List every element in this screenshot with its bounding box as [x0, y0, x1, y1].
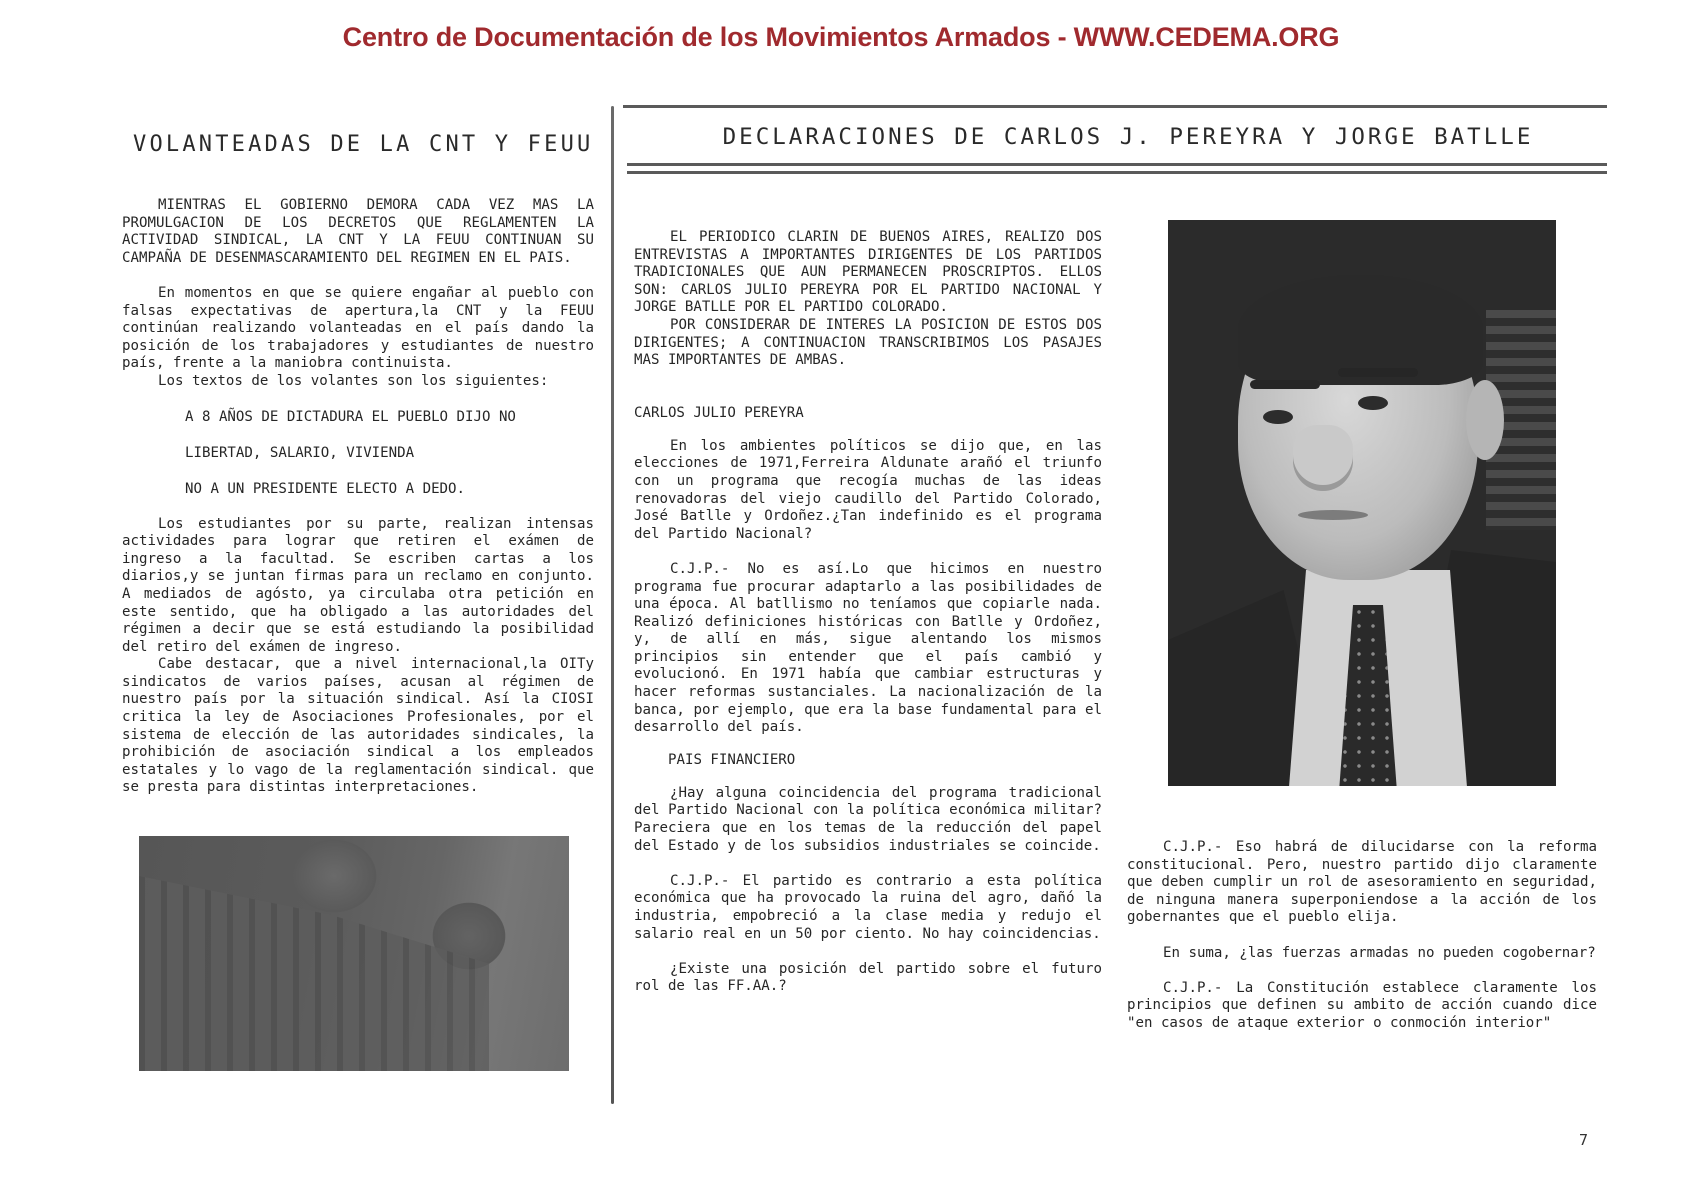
- right-article-title: DECLARACIONES DE CARLOS J. PEREYRA Y JORGE BATLLE: [722, 124, 1534, 150]
- interview-intro-1: EL PERIODICO CLARIN DE BUENOS AIRES, REALIZO DOS ENTREVISTAS A IMPORTANTES DIRIGENTES DE LOS PARTIDOS TRADICIONALES QUE AUN PERMANECEN PROSCRIPTOS. ELLOS SON: CARLOS JULIO PEREYRA POR EL PARTIDO NACIONAL Y JORGE BATLLE POR EL PARTIDO COLORADO.: [634, 229, 1102, 316]
- header-rule-double-1: [627, 163, 1607, 166]
- answer-2: C.J.P.- El partido es contrario a esta política económica que ha provocado la ruina del agro, dañó la industria, empobreció a la clase media y redujo el salario real en un 50 por ciento. No hay coincidencias.: [634, 872, 1102, 942]
- slogan-3: NO A UN PRESIDENTE ELECTO A DEDO.: [185, 480, 466, 497]
- header-rule-double-2: [627, 171, 1607, 174]
- slogan-1: A 8 AÑOS DE DICTADURA EL PUEBLO DIJO NO: [185, 408, 516, 425]
- portrait-eye-left: [1263, 410, 1293, 424]
- left-paragraph-3: Los estudiantes por su parte, realizan intensas actividades para lograr que retiren el exámen de ingreso a la facultad. Se escriben cartas a los diarios,y se juntan firmas para un reclamo en conjunto. A mediados de agósto, ya circulaba otra petición en este sentido, que ha obligado a las autoridades del régimen a decir que se está estudiando la posibilidad del retiro del exámen de ingreso.: [122, 515, 594, 655]
- question-3: ¿Existe una posición del partido sobre el futuro rol de las FF.AA.?: [634, 960, 1102, 995]
- answer-3: C.J.P.- Eso habrá de dilucidarse con la reforma constitucional. Pero, nuestro partido dijo claramente que deben cumplir un rol de asesoramiento en seguridad, de ninguna manera superponiendose a la acción de los gobernantes que el pueblo elija.: [1127, 839, 1597, 926]
- interview-continuation: [1127, 839, 1597, 1033]
- portrait-eye-right: [1358, 396, 1388, 410]
- left-article: [122, 132, 594, 797]
- portrait-brow-left: [1250, 380, 1320, 389]
- portrait-nose: [1293, 425, 1353, 485]
- left-paragraph-4: Cabe destacar, que a nivel internacional,la OITy sindicatos de varios países, acusan al régimen de nuestro país por la situación sindical. Así la CIOSI critica la ley de Asociaciones Profesionales, por el sistema de elección de las autoridades sindicales, la prohibición de asociación sindical a los empleados estatales y lo vago de la reglamentación sindical. que se presta para distintas interpretaciones.: [122, 656, 594, 796]
- slogan-2: LIBERTAD, SALARIO, VIVIENDA: [185, 444, 415, 461]
- answer-4: C.J.P.- La Constitución establece claramente los principios que definen su ambito de acción cuando dice "en casos de ataque exterior o conmoción interior": [1127, 979, 1597, 1031]
- page-number: 7: [1579, 1131, 1589, 1149]
- answer-1: C.J.P.- No es así.Lo que hicimos en nuestro programa fue procurar adaptarlo a las posibilidades de una época. Al batllismo no teníamos que copiarle nada. Realizó definiciones históricas con Batlle y Ordoñez, y, de allí en más, sigue alentando los mismos principios sin entender que el país cambió y evolucionó. En 1971 había que cambiar estructuras y hacer reformas sustanciales. La nacionalización de la banca, por ejemplo, que era la base fundamental para el desarrollo del país.: [634, 560, 1102, 736]
- building-facade: [139, 876, 489, 1071]
- cedema-banner: Centro de Documentación de los Movimientos Armados - WWW.CEDEMA.ORG: [342, 22, 1340, 52]
- portrait-mouth: [1298, 510, 1368, 520]
- question-4: En suma, ¿las fuerzas armadas no pueden cogobernar?: [1163, 944, 1596, 961]
- left-paragraph-1: En momentos en que se quiere engañar al pueblo con falsas expectativas de apertura,la CNT y la FEUU continúan realizando volanteadas en el país dando la posición de los trabajadores y estudiantes de nuestro país, frente a la maniobra continuista.: [122, 284, 594, 372]
- portrait-brow-right: [1338, 368, 1418, 377]
- left-intro: MIENTRAS EL GOBIERNO DEMORA CADA VEZ MAS LA PROMULGACION DE LOS DECRETOS QUE REGLAMENTEN LA ACTIVIDAD SINDICAL, LA CNT Y LA FEUU CONTINUAN SU CAMPAÑA DE DESENMASCARAMIENTO DEL REGIMEN EN EL PAIS.: [122, 197, 594, 266]
- pereyra-portrait-photo: [1168, 220, 1556, 786]
- section-heading-pereyra: CARLOS JULIO PEREYRA: [634, 404, 804, 421]
- interview-intro-2: POR CONSIDERAR DE INTERES LA POSICION DE ESTOS DOS DIRIGENTES; A CONTINUACION TRANSCRIBIMOS LOS PASAJES MAS IMPORTANTES DE AMBAS.: [634, 316, 1102, 369]
- left-article-title: VOLANTEADAS DE LA CNT Y FEUU: [133, 132, 594, 157]
- column-divider: [611, 106, 614, 1104]
- portrait-ear: [1466, 380, 1504, 460]
- question-1: En los ambientes políticos se dijo que, en las elecciones de 1971,Ferreira Aldunate arañó el triunfo con un programa que recogía muchas de las ideas renovadoras del viejo caudillo del Partido Colorado, José Batlle y Ordoñez.¿Tan indefinido es el programa del Partido Nacional?: [634, 437, 1102, 542]
- question-2: ¿Hay alguna coincidencia del programa tradicional del Partido Nacional con la política económica militar? Pareciera que en los temas de la reducción del papel del Estado y de los subsidios industriales se coincide.: [634, 784, 1102, 854]
- left-paragraph-2: Los textos de los volantes son los siguientes:: [158, 372, 549, 389]
- building-photo: [139, 836, 569, 1071]
- header-rule-top: [623, 105, 1607, 108]
- interview-column: [634, 229, 1102, 996]
- section-heading-pais-financiero: PAIS FINANCIERO: [668, 751, 796, 768]
